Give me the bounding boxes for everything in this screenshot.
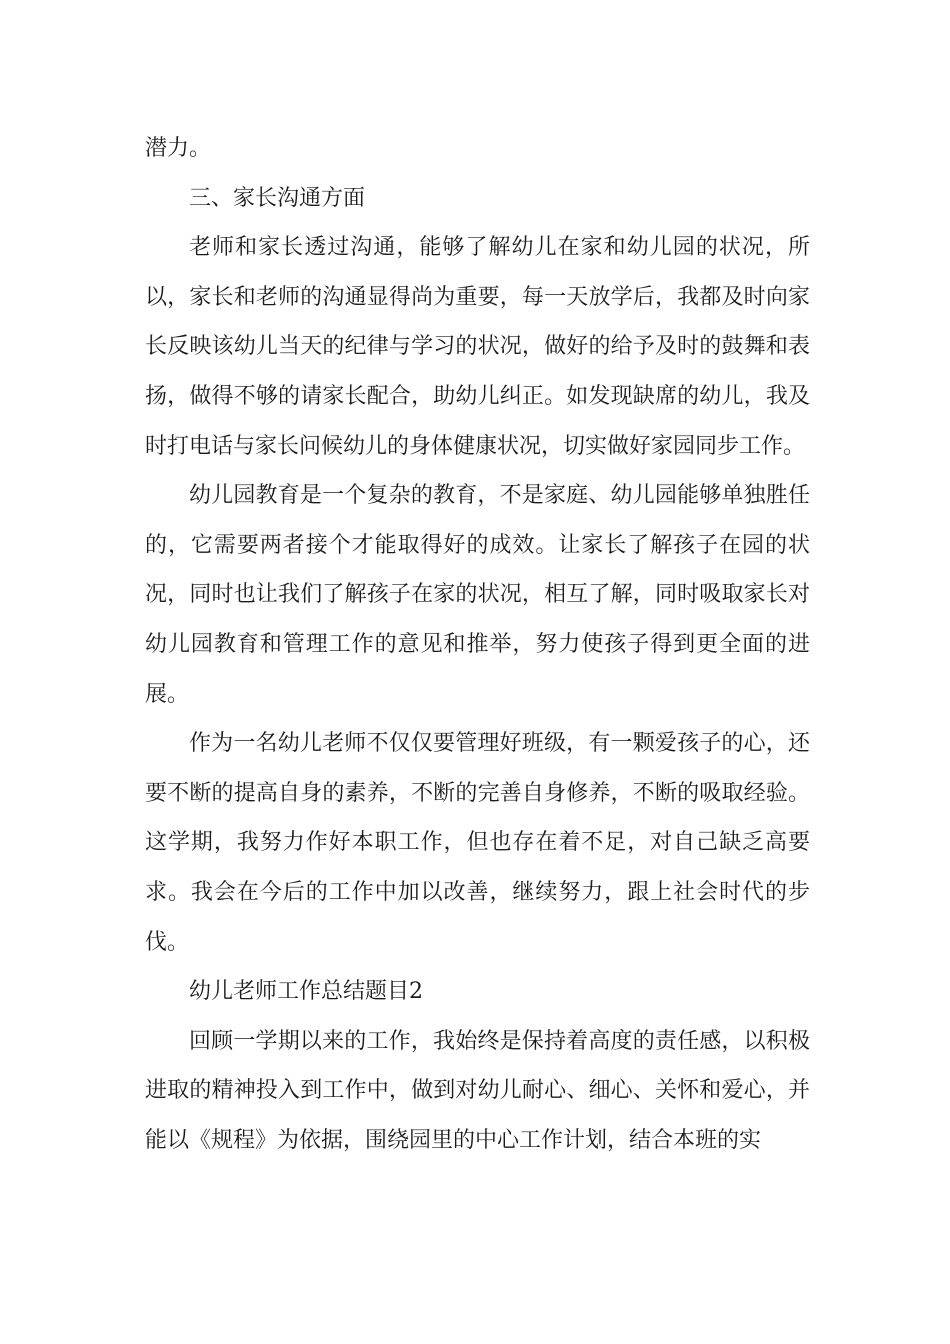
paragraph: 回顾一学期以来的工作，我始终是保持着高度的责任感，以积极进取的精神投入到工作中，做到对幼儿耐心、细心、关怀和爱心，并能以《规程》为依据，围绕园里的中心工作计划，结合本班的实 (145, 1028, 810, 1153)
paragraph: 幼儿园教育是一个复杂的教育，不是家庭、幼儿园能够单独胜任的，它需要两者接个才能取得好的成效。让家长了解孩子在园的状况，同时也让我们了解孩子在家的状况，相互了解，同时吸取家长对幼儿园教育和管理工作的意见和推举，努力使孩子得到更全面的进展。 (145, 483, 810, 707)
section-heading-parent-communication: 三、家长沟通方面 (189, 185, 366, 211)
document-body (145, 124, 810, 1165)
paragraph: 作为一名幼儿老师不仅仅要管理好班级，有一颗爱孩子的心，还要不断的提高自身的素养，不断的完善自身修养，不断的吸取经验。这学期，我努力作好本职工作，但也存在着不足，对自己缺乏高要求。我会在今后的工作中加以改善，继续努力，跟上社会时代的步伐。 (145, 731, 810, 955)
paragraph: 老师和家长透过沟通，能够了解幼儿在家和幼儿园的状况，所以，家长和老师的沟通显得尚为重要，每一天放学后，我都及时向家长反映该幼儿当天的纪律与学习的状况，做好的给予及时的鼓舞和表扬，做得不够的请家长配合，助幼儿纠正。如发现缺席的幼儿，我及时打电话与家长问候幼儿的身体健康状况，切实做好家园同步工作。 (145, 235, 810, 459)
section-heading-summary-2: 幼儿老师工作总结题目2 (189, 979, 423, 1005)
paragraph-continuation: 潜力。 (145, 136, 212, 161)
